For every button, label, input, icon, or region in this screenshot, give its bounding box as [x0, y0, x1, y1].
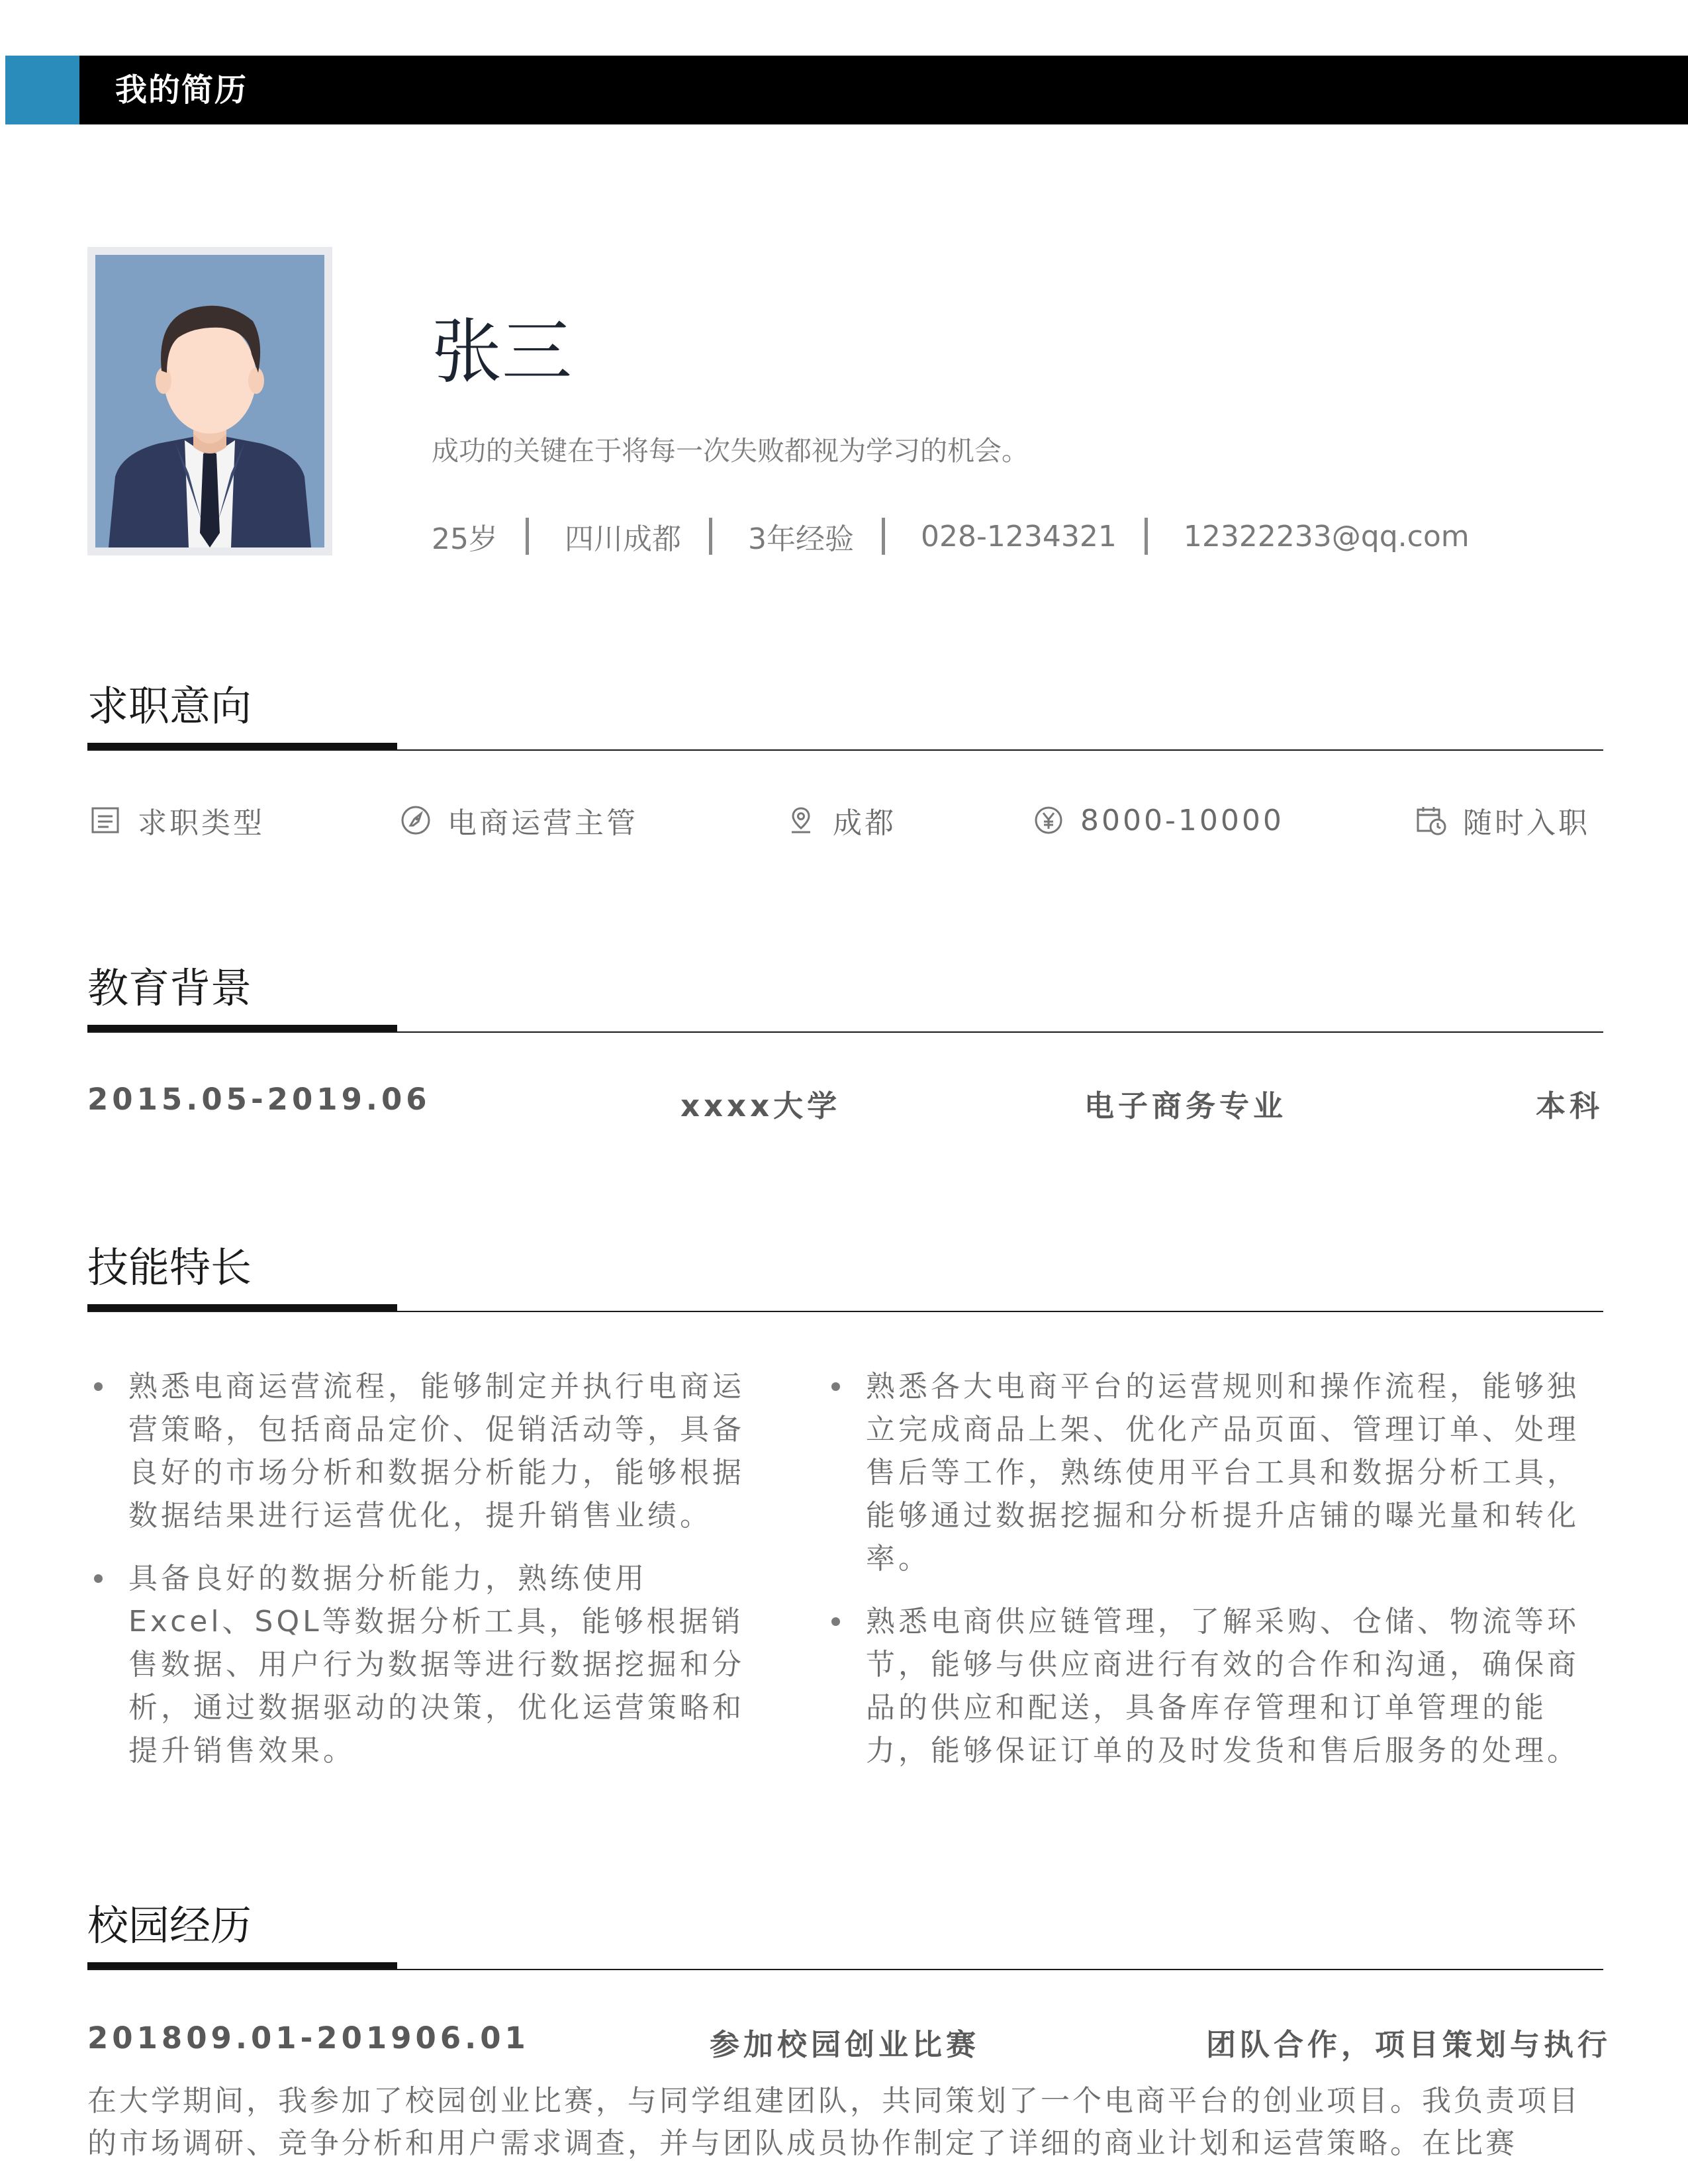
education-period: 2015.05-2019.06 [87, 1082, 431, 1117]
divider [709, 518, 712, 555]
job-availability [1415, 798, 1590, 843]
location: 四川成都 [565, 522, 681, 556]
divider [526, 518, 529, 555]
location-pin-icon [785, 804, 817, 836]
education-major: 电子商务专业 [1084, 1088, 1288, 1123]
section-title-job: 求职意向 [87, 682, 252, 730]
header-accent-block [5, 56, 79, 124]
section-underline [87, 1031, 1603, 1033]
basic-info-row [432, 516, 1470, 556]
job-city [785, 798, 896, 843]
header-title: 我的简历 [115, 71, 248, 109]
bullet-icon [831, 1617, 840, 1626]
section-title-campus: 校园经历 [87, 1901, 252, 1950]
candidate-name: 张三 [432, 311, 572, 393]
job-position-label: 电商运营主管 [447, 806, 638, 840]
section-underline-bold [87, 1304, 397, 1311]
email: 12322233@qq.com [1183, 519, 1470, 553]
section-underline-bold [87, 1962, 397, 1969]
bullet-icon [94, 1382, 103, 1391]
calendar-clock-icon [1415, 804, 1447, 836]
section-underline [87, 1969, 1603, 1970]
section-underline [87, 749, 1603, 751]
experience: 3年经验 [748, 522, 854, 556]
job-position [400, 798, 638, 843]
skill-text: 熟悉电商供应链管理，了解采购、仓储、物流等环节，能够与供应商进行有效的合作和沟通，确保商品的供应和配送，具备库存管理和订单管理的能力，能够保证订单的及时发货和售后服务的处理。 [866, 1605, 1579, 1768]
age: 25岁 [432, 522, 498, 556]
bullet-icon [94, 1574, 103, 1583]
bullet-icon [831, 1382, 840, 1391]
job-type-label: 求职类型 [138, 806, 265, 840]
divider [1145, 518, 1148, 555]
list-item [87, 1557, 749, 1772]
avatar-illustration [95, 255, 324, 547]
section-title-education: 教育背景 [87, 964, 252, 1012]
skill-text: 熟悉各大电商平台的运营规则和操作流程，能够独立完成商品上架、优化产品页面、管理订单、处理售后等工作，熟练使用平台工具和数据分析工具，能够通过数据挖掘和分析提升店铺的曝光量和转化率。 [866, 1370, 1579, 1576]
rocket-icon [400, 804, 432, 836]
job-salary [1033, 798, 1284, 843]
section-underline-bold [87, 1025, 397, 1031]
campus-event: 参加校园创业比赛 [710, 2027, 980, 2062]
motto: 成功的关键在于将每一次失败都视为学习的机会。 [432, 435, 1029, 467]
job-salary-label: 8000-10000 [1080, 803, 1284, 837]
education-degree: 本科 [1536, 1088, 1604, 1123]
phone: 028-1234321 [921, 519, 1117, 553]
job-city-label: 成都 [833, 806, 896, 840]
list-icon [90, 804, 122, 836]
divider [882, 518, 885, 555]
section-underline [87, 1311, 1603, 1312]
list-item [87, 1365, 749, 1537]
section-title-skills: 技能特长 [87, 1243, 252, 1292]
section-underline-bold [87, 743, 397, 749]
avatar [87, 247, 332, 555]
job-type [90, 798, 265, 843]
skills-left-column [87, 1365, 749, 1792]
campus-description: 在大学期间，我参加了校园创业比赛，与同学组建团队，共同策划了一个电商平台的创业项目。我负责项目的市场调研、竞争分析和用户需求调查，并与团队成员协作制定了详细的商业计划和运营策略。在比赛 [87, 2084, 1581, 2160]
job-availability-label: 随时入职 [1463, 806, 1590, 840]
skill-text: 具备良好的数据分析能力，熟练使用Excel、SQL等数据分析工具，能够根据销售数据、用户行为数据等进行数据挖掘和分析，通过数据驱动的决策，优化运营策略和提升销售效果。 [128, 1562, 745, 1768]
list-item [825, 1600, 1595, 1772]
campus-period: 201809.01-201906.01 [87, 2020, 530, 2056]
education-school: xxxx大学 [680, 1088, 841, 1123]
skills-right-column [825, 1365, 1595, 1792]
campus-role: 团队合作，项目策划与执行 [1206, 2027, 1612, 2062]
yen-coin-icon [1033, 804, 1064, 836]
skill-text: 熟悉电商运营流程，能够制定并执行电商运营策略，包括商品定价、促销活动等，具备良好的市场分析和数据分析能力，能够根据数据结果进行运营优化，提升销售业绩。 [128, 1370, 745, 1533]
header-bar [5, 56, 1688, 124]
list-item [825, 1365, 1595, 1580]
